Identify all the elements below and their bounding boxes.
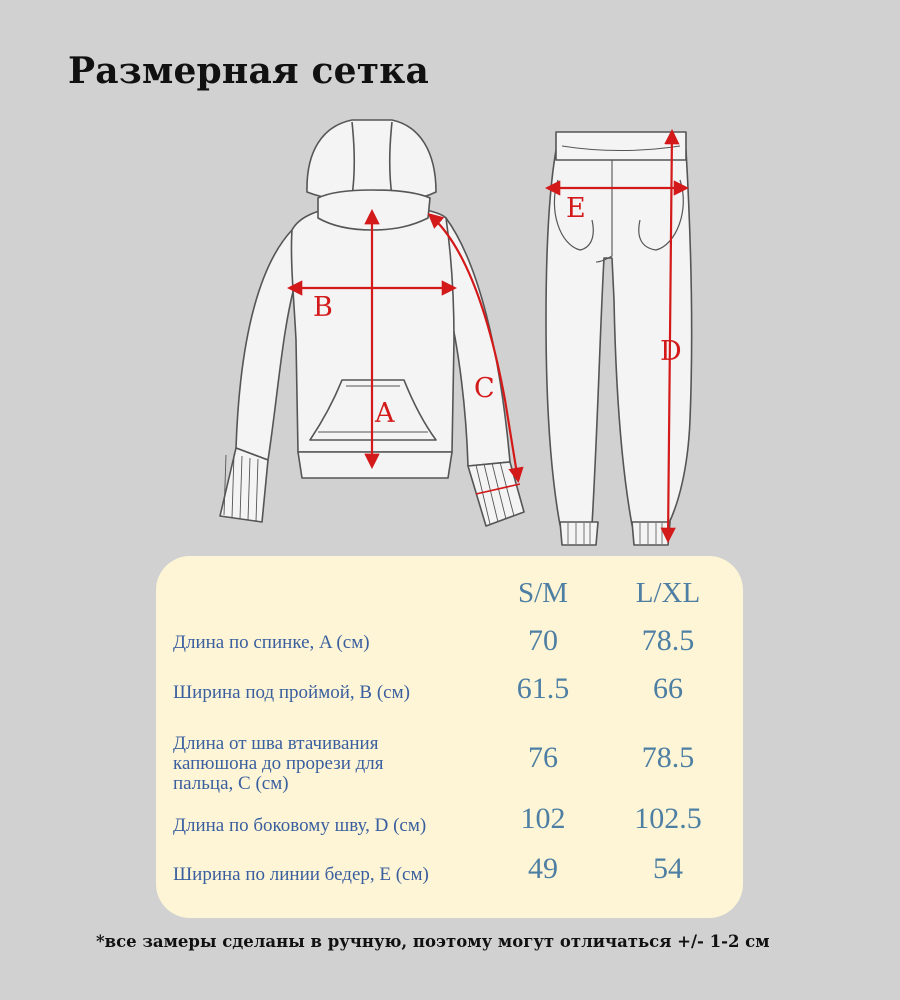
value-b-sm: 61.5	[516, 672, 570, 705]
row-label-c: Длина от шва втачивания капюшона до прорези для пальца, C (см)	[173, 733, 384, 794]
page-title: Размерная сетка	[68, 50, 429, 92]
value-e-lxl: 54	[653, 852, 683, 885]
value-e-sm: 49	[528, 852, 558, 885]
row-label-e: Ширина по линии бедер, E (см)	[173, 864, 429, 885]
footnote: *все замеры сделаны в ручную, поэтому могут отличаться +/- 1-2 см	[96, 932, 770, 951]
value-a-lxl: 78.5	[641, 624, 695, 657]
measure-b-label: B	[313, 292, 333, 323]
value-c-sm: 76	[528, 741, 558, 774]
row-label-a: Длина по спинке, A (см)	[173, 632, 370, 653]
value-a-sm: 70	[528, 624, 558, 657]
column-header-lxl: L/XL	[635, 577, 701, 609]
value-d-lxl: 102.5	[634, 802, 702, 835]
measure-e-label: E	[566, 193, 586, 224]
value-b-lxl: 66	[653, 672, 683, 705]
column-header-sm: S/M	[518, 577, 568, 609]
measure-d-label: D	[660, 336, 682, 367]
value-c-lxl: 78.5	[641, 741, 695, 774]
measure-a-label: A	[375, 398, 395, 429]
measure-c-label: C	[474, 373, 495, 404]
value-d-sm: 102	[520, 802, 566, 835]
row-label-b: Ширина под проймой, B (см)	[173, 682, 410, 703]
row-label-d: Длина по боковому шву, D (см)	[173, 815, 427, 836]
